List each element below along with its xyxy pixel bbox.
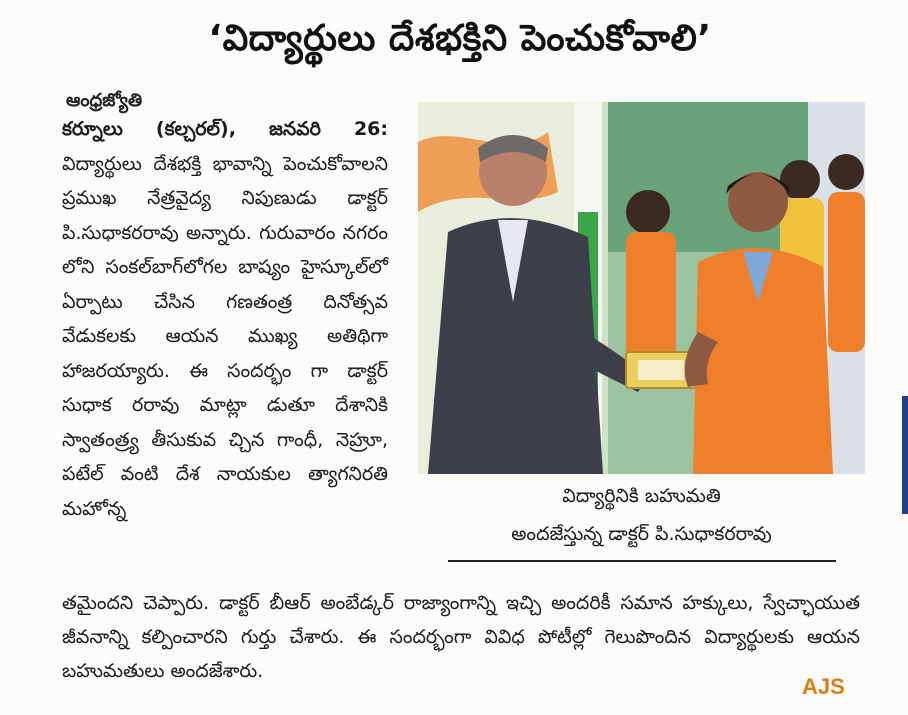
headline: ‘విద్యార్థులు దేశభక్తిని పెంచుకోవాలి’ [208,18,712,59]
news-photo [418,102,865,474]
article-column [62,112,388,526]
newspaper-name: ఆంధ్రజ్యోతి [66,90,143,111]
photo-caption-line1: విద్యార్థినికి బహుమతి [562,485,721,507]
dateline: కర్నూలు (కల్చరల్), జనవరి 26: [62,118,388,140]
caption-underline [448,560,836,562]
photo-caption-line2: అందజేస్తున్న డాక్టర్ పి.సుధాకరరావు [511,523,772,545]
article-body-continued: తమైందని చెప్పారు. డాక్టర్ బీఆర్ అంబేడ్కర్ రాజ్యాంగాన్ని ఇచ్చి అందరికీ సమాన హక్కులు, స్వేచ్ఛాయుత జీవనాన్ని కల్పించారని గుర్తు చేశారు. ఈ సందర్భంగా వివిధ పోటీల్లో గెలుపొందిన విద్యార్థులకు ఆయన బహుమతులు అందజేశారు. [62,592,860,682]
award-ceremony-photo [418,102,865,474]
reporter-initials: AJS [802,674,845,699]
article-body: విద్యార్థులు దేశభక్తి భావాన్ని పెంచుకోవాలని ప్రముఖ నేత్రవైద్య నిపుణుడు డాక్టర్ పి.సుధాకరరావు అన్నారు. గురువారం నగరం లోని సంకల్‌బాగ్‌లోగల బాష్యం హైస్కూల్‌లో ఏర్పాటు చేసిన గణతంత్ర దినోత్సవ వేడుకలకు ఆయన ముఖ్య అతిథిగా హాజరయ్యారు. ఈ సందర్భం గా డాక్టర్ సుధాక రరావు మాట్లా డుతూ దేశానికి స్వాతంత్ర్య తీసుకువ చ్చిన గాంధీ, నెహ్రూ, పటేల్ వంటి దేశ నాయకుల త్యాగనిరతి మహోన్న [62,152,388,520]
edge-marker [902,396,908,514]
